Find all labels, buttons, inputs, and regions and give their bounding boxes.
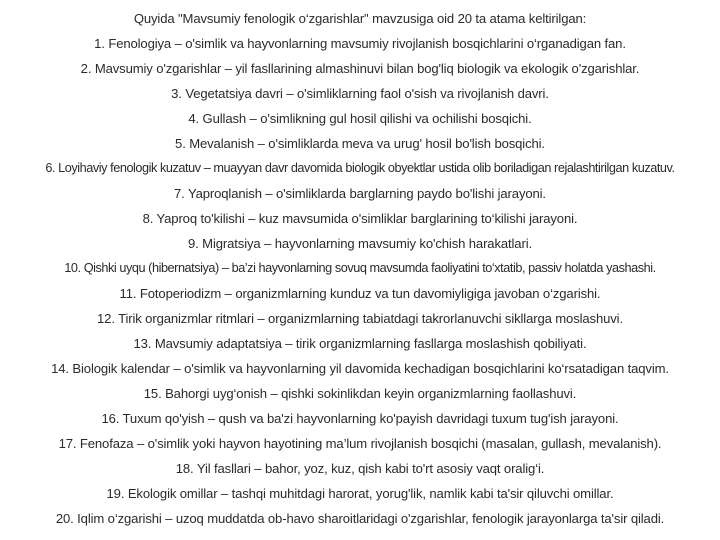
term-line-13: 13. Mavsumiy adaptatsiya – tirik organizmlarning fasllarga moslashish qobiliyati. bbox=[133, 336, 587, 351]
term-line-7: 7. Yaproqlanish – o'simliklarda barglarning paydo bo'lishi jarayoni. bbox=[174, 186, 546, 201]
term-line-20: 20. Iqlim o‘zgarishi – uzoq muddatda ob-havo sharoitlaridagi o'zgarishlar, fenologik jarayonlarga ta'sir qiladi. bbox=[55, 511, 665, 526]
term-line-14: 14. Biologik kalendar – o'simlik va hayvonlarning yil davomida kechadigan bosqichlarini ko‘rsatadigan taqvim. bbox=[51, 361, 669, 376]
term-line-17: 17. Fenofaza – o'simlik yoki hayvon hayotining ma’lum rivojlanish bosqichi (masalan, gullash, mevalanish). bbox=[58, 436, 662, 451]
term-line-3: 3. Vegetatsiya davri – o'simliklarning faol o'sish va rivojlanish davri. bbox=[171, 86, 549, 101]
term-line-9: 9. Migratsiya – hayvonlarning mavsumiy ko'chish harakatlari. bbox=[188, 236, 532, 251]
term-line-15: 15. Bahorgi uyg‘onish – qishki sokinlikdan keyin organizmlarning faollashuvi. bbox=[143, 386, 577, 401]
term-line-6: 6. Loyihaviy fenologik kuzatuv – muayyan davr davomida biologik obyektlar ustida olib boriladigan rejalashtirilgan kuzatuv. bbox=[45, 161, 675, 175]
term-line-1: 1. Fenologiya – o'simlik va hayvonlarning mavsumiy rivojlanish bosqichlarini o‘rganadigan fan. bbox=[94, 36, 626, 51]
term-line-12: 12. Tirik organizmlar ritmlari – organizmlarning tabiatdagi takrorlanuvchi sikllarga moslashuvi. bbox=[97, 311, 623, 326]
term-line-10: 10. Qishki uyqu (hibernatsiya) – ba’zi hayvonlarning sovuq mavsumda faoliyatini to‘xtatib, passiv holatda yashashi. bbox=[64, 261, 656, 275]
term-line-5: 5. Mevalanish – o'simliklarda meva va urug' hosil bo'lish bosqichi. bbox=[175, 136, 545, 151]
term-line-11: 11. Fotoperiodizm – organizmlarning kunduz va tun davomiyligiga javoban o‘zgarishi. bbox=[119, 286, 601, 301]
term-line-19: 19. Ekologik omillar – tashqi muhitdagi harorat, yorug'lik, namlik kabi ta'sir qiluvchi omillar. bbox=[106, 486, 614, 501]
term-line-4: 4. Gullash – o'simlikning gul hosil qilishi va ochilishi bosqichi. bbox=[188, 111, 532, 126]
document-title: Quyida "Mavsumiy fenologik o‘zgarishlar" mavzusiga oid 20 ta atama keltirilgan: bbox=[133, 11, 587, 26]
term-line-2: 2. Mavsumiy o'zgarishlar – yil fasllarining almashinuvi bilan bog'liq biologik va ekologik o'zgarishlar. bbox=[80, 61, 640, 76]
term-line-16: 16. Tuxum qo'yish – qush va ba'zi hayvonlarning ko'payish davridagi tuxum tug'ish jarayoni. bbox=[101, 411, 619, 426]
term-line-8: 8. Yaproq to'kilishi – kuz mavsumida o'simliklar barglarining to‘kilishi jarayoni. bbox=[142, 211, 578, 226]
term-line-18: 18. Yil fasllari – bahor, yoz, kuz, qish kabi to'rt asosiy vaqt oralig‘i. bbox=[175, 461, 545, 476]
